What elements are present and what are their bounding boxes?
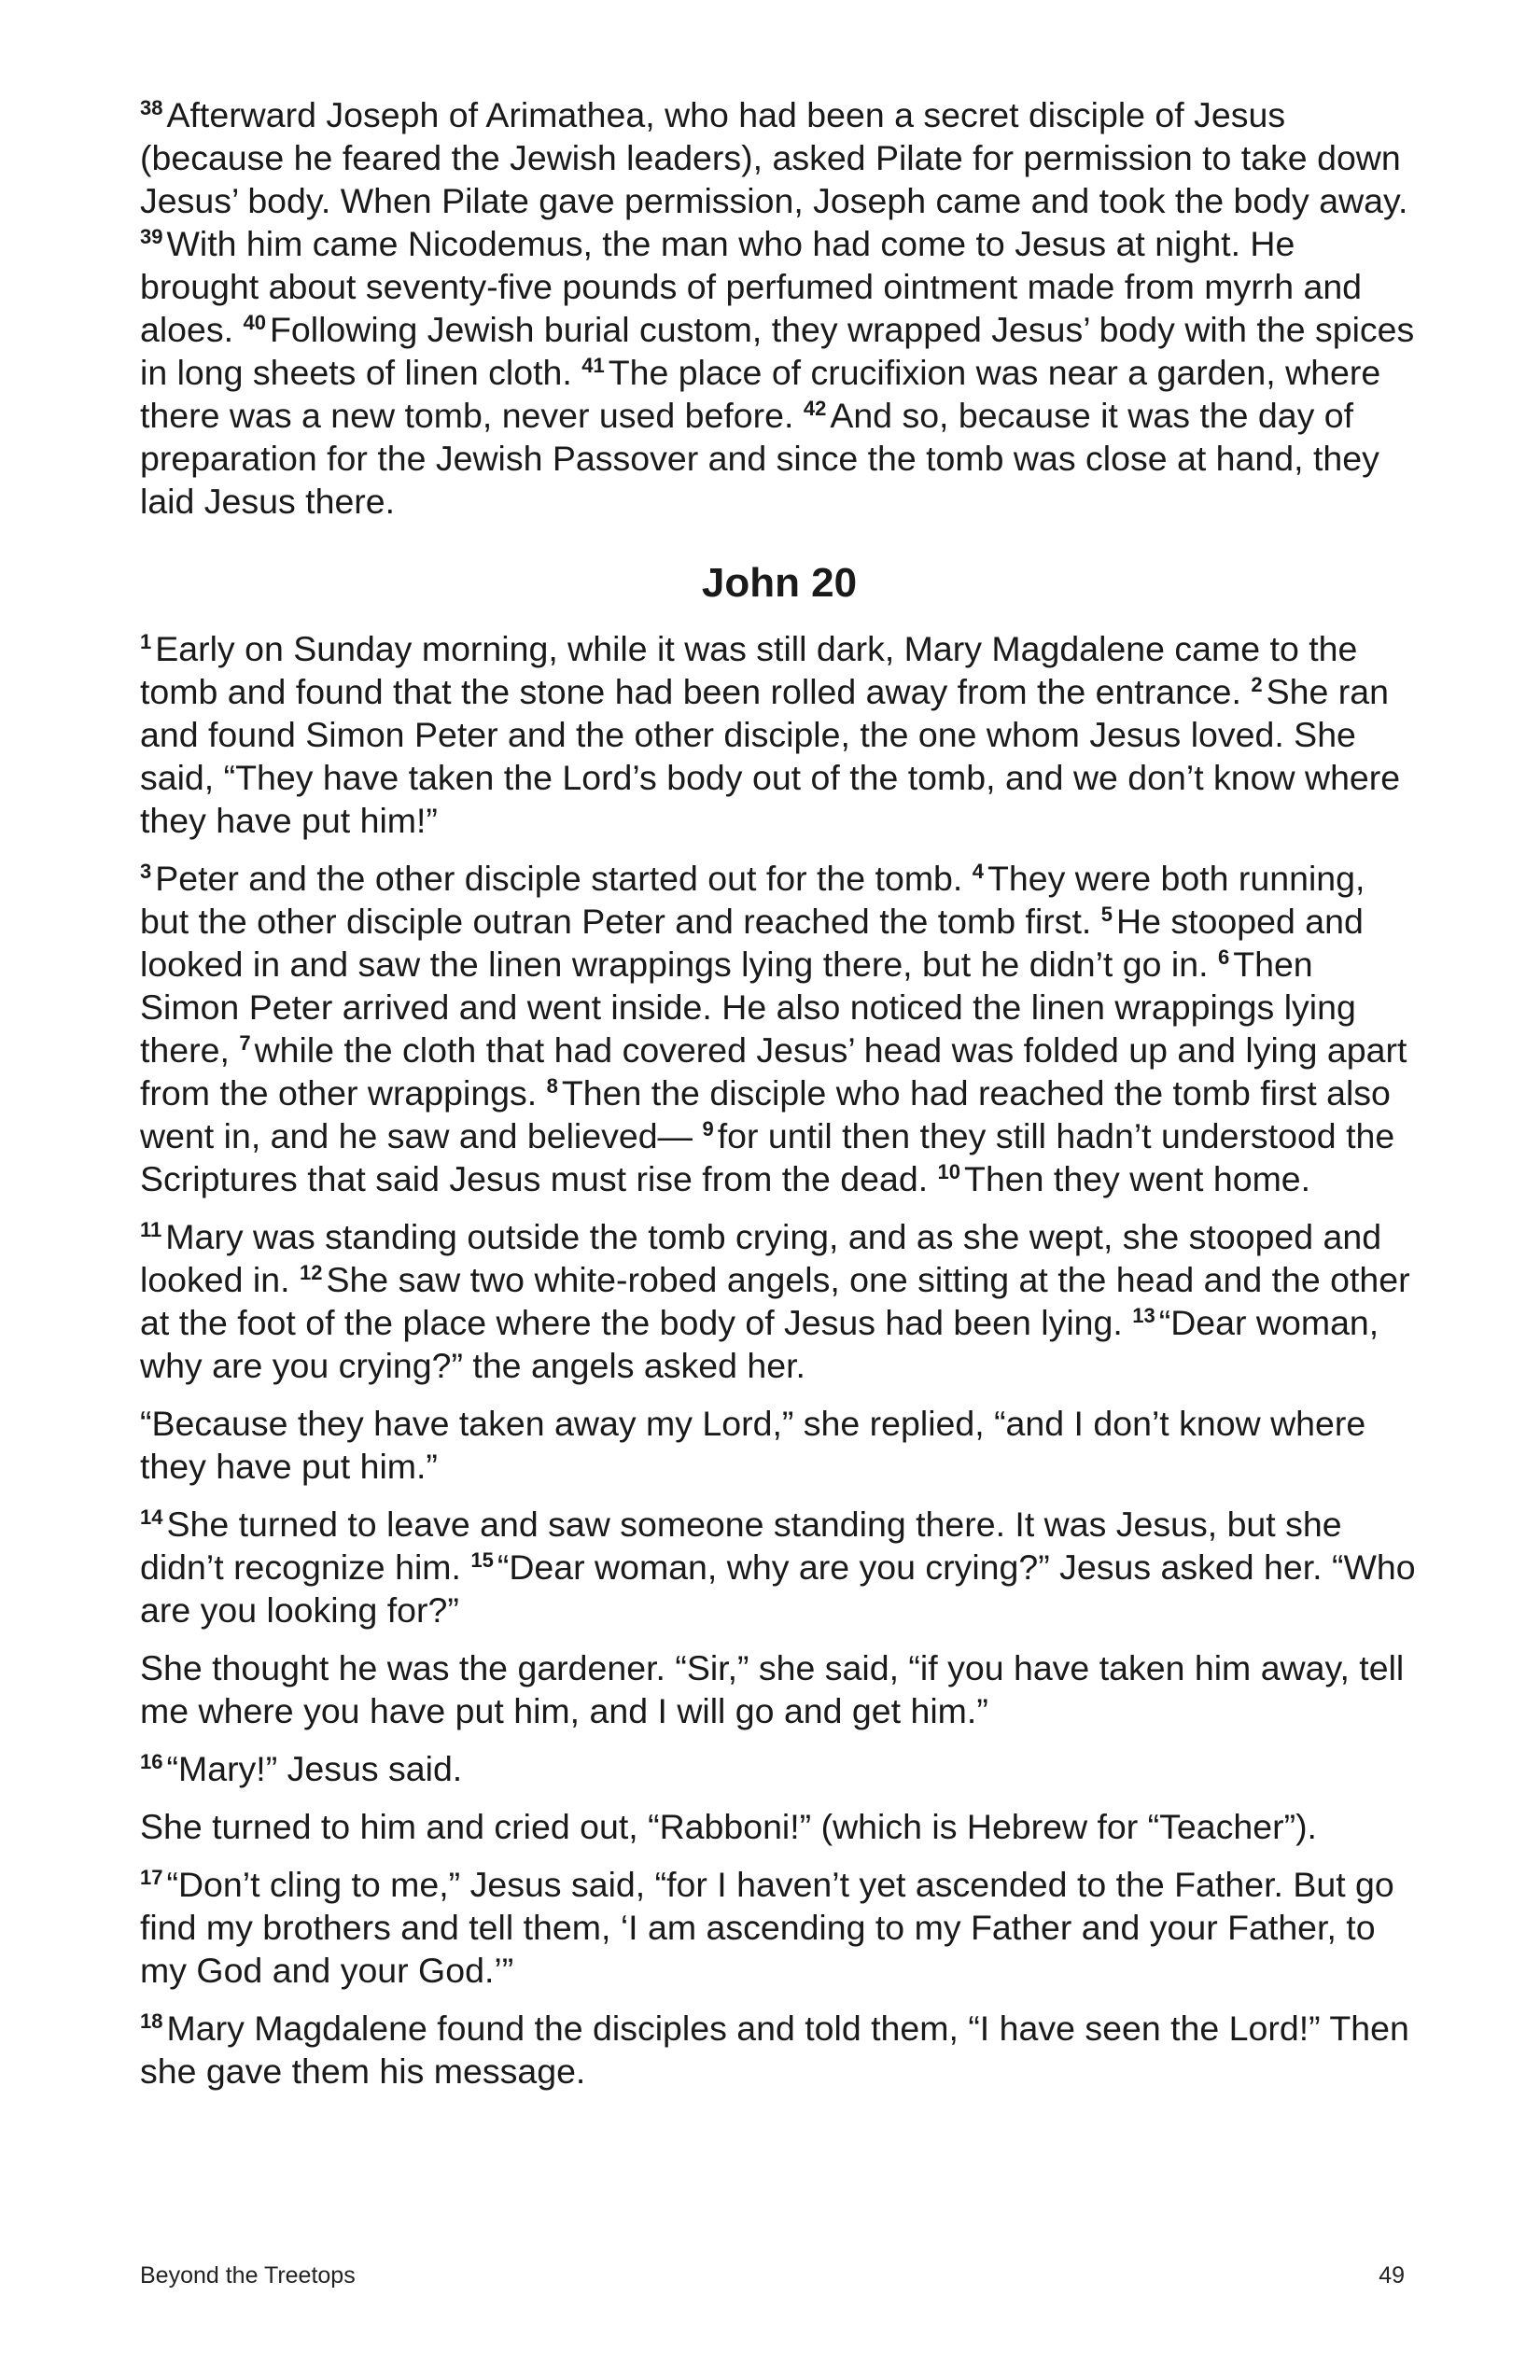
footer-page-number: 49 bbox=[1379, 2262, 1405, 2289]
verse-number: 18 bbox=[140, 2009, 163, 2033]
verse-text: Then they went home. bbox=[964, 1159, 1311, 1198]
verse-number: 41 bbox=[581, 354, 605, 377]
verse-text: while the cloth that had covered Jesus’ head was folded up and lying apart from the other wrappings. bbox=[140, 1030, 1407, 1113]
paragraph bbox=[140, 93, 1419, 523]
footer-book-title: Beyond the Treetops bbox=[140, 2262, 356, 2289]
paragraph bbox=[140, 1805, 1419, 1848]
page-body bbox=[140, 93, 1419, 2107]
verse-text: Mary Magdalene found the disciples and told them, “I have seen the Lord!” Then she gave them his message. bbox=[140, 2009, 1409, 2091]
verse-number: 16 bbox=[140, 1750, 163, 1773]
chapter-heading: John 20 bbox=[701, 560, 858, 606]
paragraph bbox=[140, 1402, 1419, 1488]
paragraph bbox=[140, 1503, 1419, 1631]
verse-text: She thought he was the gardener. “Sir,” she said, “if you have taken him away, tell me where you have put him, and I will go and get him.” bbox=[140, 1648, 1405, 1730]
verse-text: Peter and the other disciple started out for the tomb. bbox=[155, 859, 963, 898]
verse-number: 14 bbox=[140, 1505, 163, 1529]
verse-text: for until then they still hadn’t understood the Scriptures that said Jesus must rise from the dead. bbox=[140, 1116, 1395, 1198]
verse-number: 1 bbox=[140, 630, 152, 653]
verse-number: 39 bbox=[140, 225, 163, 248]
verse-text: Mary was standing outside the tomb crying, and as she wept, she stooped and looked in. bbox=[140, 1217, 1382, 1299]
verse-number: 8 bbox=[546, 1074, 558, 1098]
paragraph bbox=[140, 1747, 1419, 1790]
verse-text: The place of crucifixion was near a garden, where there was a new tomb, never used before. bbox=[140, 353, 1381, 435]
verse-text: Then Simon Peter arrived and went inside. He also noticed the linen wrappings lying there, bbox=[140, 945, 1356, 1070]
verse-text: “Because they have taken away my Lord,” she replied, “and I don’t know where they have put him.” bbox=[140, 1404, 1366, 1486]
verse-number: 11 bbox=[140, 1218, 162, 1241]
verse-number: 13 bbox=[1132, 1304, 1155, 1327]
verse-number: 5 bbox=[1100, 903, 1113, 926]
paragraph bbox=[140, 857, 1419, 1200]
paragraph bbox=[140, 627, 1419, 842]
verse-number: 42 bbox=[803, 397, 827, 420]
verse-number: 38 bbox=[140, 96, 163, 119]
paragraph bbox=[140, 2007, 1419, 2093]
previous-chapter-section bbox=[140, 93, 1419, 523]
verse-text: Then the disciple who had reached the tomb first also went in, and he saw and believed— bbox=[140, 1073, 1391, 1155]
verse-text: He stooped and looked in and saw the linen wrappings lying there, but he didn’t go in. bbox=[140, 902, 1364, 984]
verse-number: 12 bbox=[299, 1261, 323, 1284]
verse-number: 2 bbox=[1251, 673, 1263, 696]
verse-number: 7 bbox=[239, 1031, 251, 1055]
verse-text: “Dear woman, why are you crying?” the angels asked her. bbox=[140, 1303, 1379, 1385]
verse-number: 9 bbox=[702, 1117, 714, 1141]
verse-text: Following Jewish burial custom, they wrapped Jesus’ body with the spices in long sheets of linen cloth. bbox=[140, 310, 1415, 392]
paragraph bbox=[140, 1646, 1419, 1732]
verse-number: 10 bbox=[937, 1160, 961, 1183]
verse-number: 15 bbox=[470, 1548, 494, 1572]
verse-number: 4 bbox=[972, 860, 985, 883]
verse-text: She saw two white-robed angels, one sitting at the head and the other at the foot of the place where the body of Jesus had been lying. bbox=[140, 1260, 1410, 1342]
verse-number: 3 bbox=[140, 860, 152, 883]
verse-text: She turned to him and cried out, “Rabboni!” (which is Hebrew for “Teacher”). bbox=[140, 1807, 1317, 1846]
verse-text: With him came Nicodemus, the man who had come to Jesus at night. He brought about seventy-five pounds of perfumed ointment made from myrrh and aloes. bbox=[140, 224, 1363, 349]
verse-text: “Dear woman, why are you crying?” Jesus asked her. “Who are you looking for?” bbox=[140, 1547, 1416, 1630]
verse-text: Afterward Joseph of Arimathea, who had been a secret disciple of Jesus (because he feared the Jewish leaders), asked Pilate for permission to take down Jesus’ body. When Pilate gave permission, Joseph came and took the body away. bbox=[140, 95, 1408, 220]
verse-number: 6 bbox=[1217, 945, 1230, 969]
paragraph bbox=[140, 1863, 1419, 1992]
chapter-section bbox=[140, 627, 1419, 2093]
verse-text: “Don’t cling to me,” Jesus said, “for I haven’t yet ascended to the Father. But go find my brothers and tell them, ‘I am ascending to my Father and your Father, to my God and your God.’” bbox=[140, 1865, 1394, 1990]
verse-text: She ran and found Simon Peter and the other disciple, the one whom Jesus loved. She said, “They have taken the Lord’s body out of the tomb, and we don’t know where they have put him!” bbox=[140, 672, 1401, 840]
verse-text: Early on Sunday morning, while it was still dark, Mary Magdalene came to the tomb and found that the stone had been rolled away from the entrance. bbox=[140, 629, 1358, 711]
verse-text: She turned to leave and saw someone standing there. It was Jesus, but she didn’t recognize him. bbox=[140, 1505, 1342, 1587]
verse-number: 17 bbox=[140, 1866, 163, 1889]
verse-text: “Mary!” Jesus said. bbox=[166, 1749, 463, 1788]
verse-number: 40 bbox=[243, 311, 266, 334]
verse-text: They were both running, but the other disciple outran Peter and reached the tomb first. bbox=[140, 859, 1365, 941]
paragraph bbox=[140, 1215, 1419, 1387]
verse-text: And so, because it was the day of preparation for the Jewish Passover and since the tomb was close at hand, they laid Jesus there. bbox=[140, 396, 1379, 521]
